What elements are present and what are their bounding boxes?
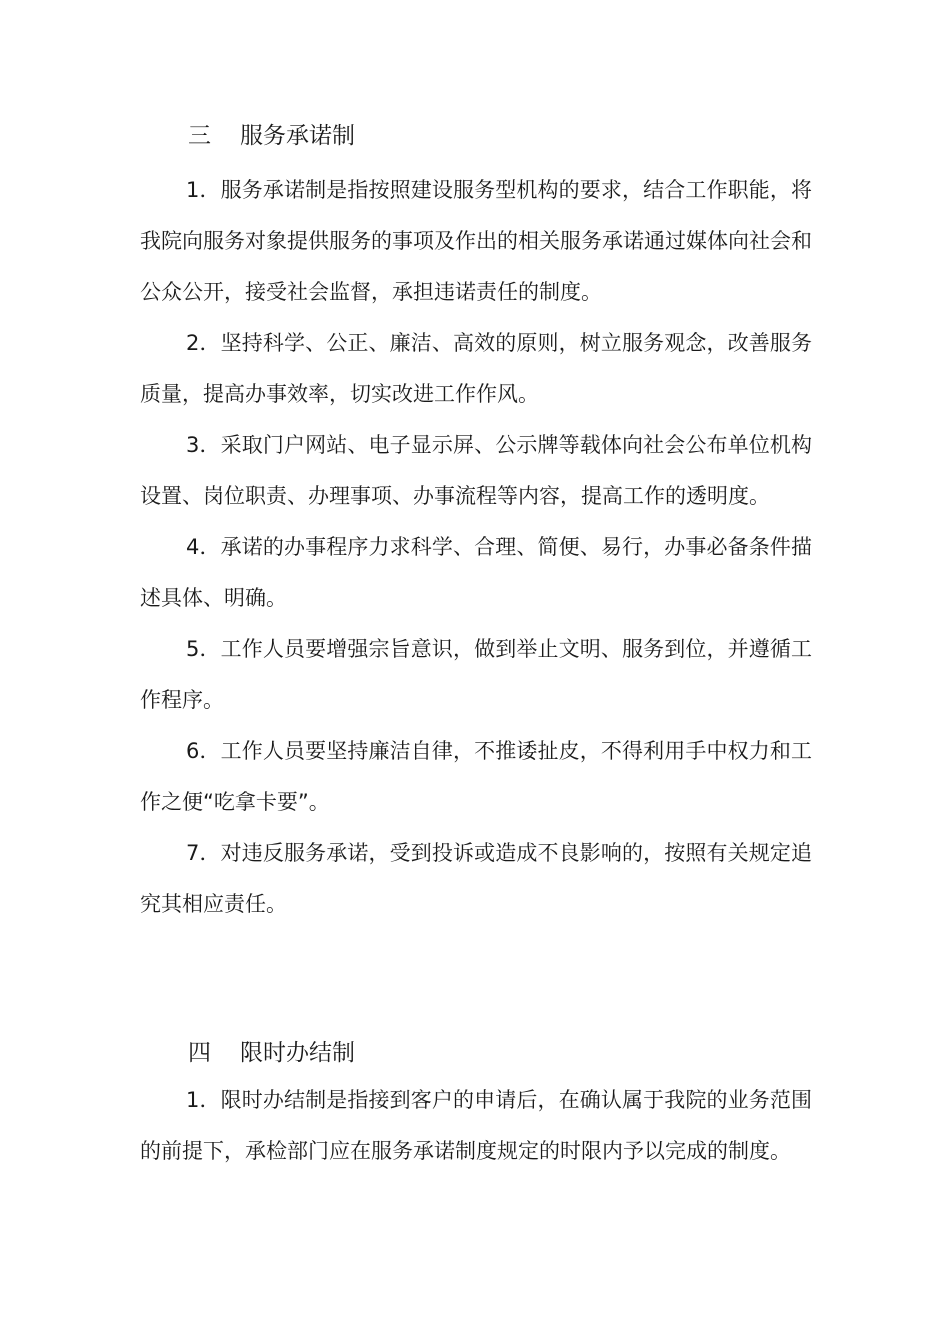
paragraph: 1．限时办结制是指接到客户的申请后，在确认属于我院的业务范围的前提下，承检部门应在服务承诺制度规定的时限内予以完成的制度。 [140, 1088, 812, 1163]
paragraph: 6．工作人员要坚持廉洁自律，不推诿扯皮，不得利用手中权力和工作之便“吃拿卡要”。 [140, 739, 812, 814]
paragraph: 4．承诺的办事程序力求科学、合理、简便、易行，办事必备条件描述具体、明确。 [140, 535, 812, 610]
section-title: 限时办结制 [240, 1040, 355, 1066]
section-title: 服务承诺制 [240, 123, 355, 149]
paragraph: 2．坚持科学、公正、廉洁、高效的原则，树立服务观念，改善服务质量，提高办事效率，切实改进工作作风。 [140, 331, 812, 406]
section-body-service-commitment [140, 165, 812, 930]
paragraph: 7．对违反服务承诺，受到投诉或造成不良影响的，按照有关规定追究其相应责任。 [140, 841, 812, 916]
section-heading-time-limit [188, 1036, 355, 1070]
section-body-time-limit [140, 1075, 812, 1177]
section-number: 四 [188, 1040, 211, 1066]
section-heading-service-commitment [188, 119, 355, 153]
paragraph: 3．采取门户网站、电子显示屏、公示牌等载体向社会公布单位机构设置、岗位职责、办理事项、办事流程等内容，提高工作的透明度。 [140, 433, 812, 508]
paragraph: 1．服务承诺制是指按照建设服务型机构的要求，结合工作职能，将我院向服务对象提供服务的事项及作出的相关服务承诺通过媒体向社会和公众公开，接受社会监督，承担违诺责任的制度。 [140, 178, 812, 304]
section-number: 三 [188, 123, 211, 149]
paragraph: 5．工作人员要增强宗旨意识，做到举止文明、服务到位，并遵循工作程序。 [140, 637, 812, 712]
